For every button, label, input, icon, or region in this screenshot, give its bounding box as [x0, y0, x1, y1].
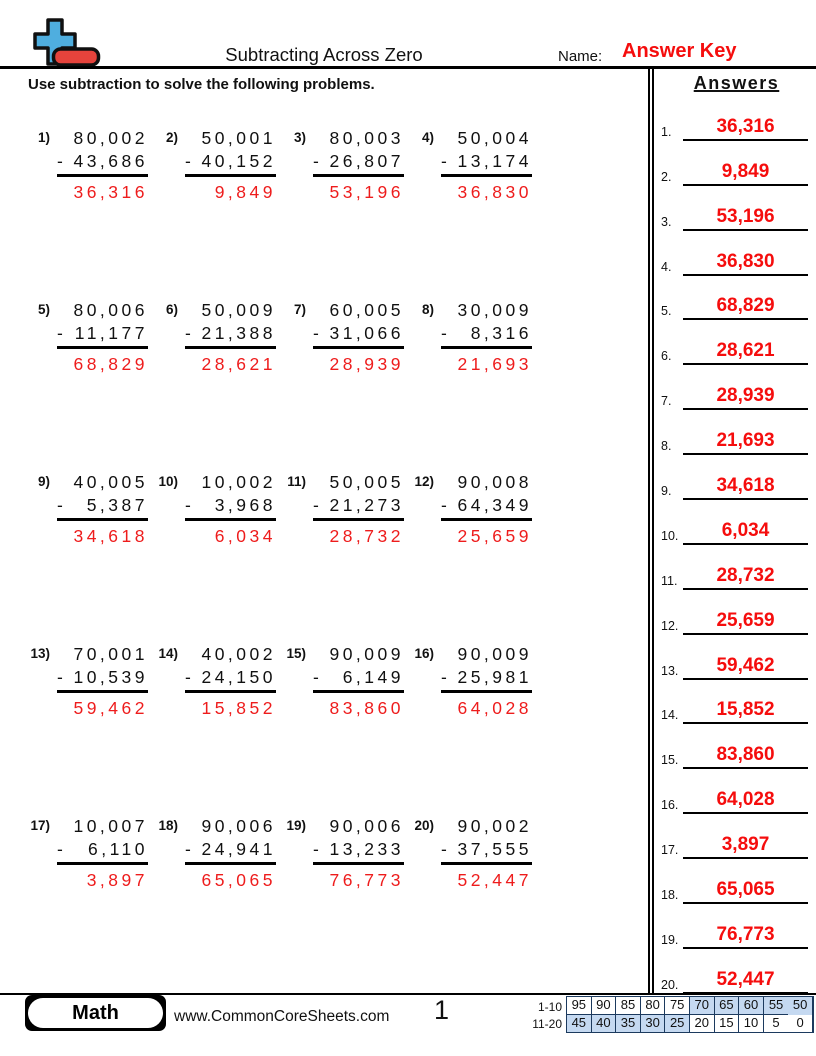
- score-row1-label: 1-10: [537, 1000, 562, 1014]
- problem-number: 6): [165, 302, 178, 317]
- subtrahend-row: [441, 151, 532, 177]
- problem-number: 15): [286, 646, 306, 661]
- subtrahend: 40,152: [201, 151, 276, 171]
- answer-row: [657, 277, 816, 322]
- problem-answer: 3,897: [86, 870, 148, 890]
- score-cell: 70: [690, 997, 715, 1015]
- problem-answer: 65,065: [201, 870, 276, 890]
- problem-answer: 83,860: [329, 698, 404, 718]
- minuend: 10,007: [73, 816, 148, 836]
- answer-row: [657, 321, 816, 366]
- answer-row-number: 1.: [661, 124, 672, 139]
- problem-answer: 36,830: [457, 182, 532, 202]
- problem-answer: 25,659: [457, 526, 532, 546]
- minuend: 90,002: [457, 816, 532, 836]
- answer-row-value: 9,849: [683, 162, 808, 186]
- answer-row-value: 28,621: [683, 341, 808, 365]
- subtrahend: 21,388: [201, 323, 276, 343]
- answer-row: [657, 411, 816, 456]
- problem: [150, 300, 278, 388]
- answer-row: [657, 725, 816, 770]
- problem-number: 5): [37, 302, 50, 317]
- minuend: 80,002: [73, 128, 148, 148]
- subtrahend: 31,066: [329, 323, 404, 343]
- minuend: 90,008: [457, 472, 532, 492]
- problem-body: [313, 472, 404, 547]
- answer-row-number: 17.: [661, 843, 679, 858]
- score-cell: 40: [592, 1015, 617, 1033]
- problem-number: 7): [293, 302, 306, 317]
- subtrahend-row: [185, 495, 276, 521]
- answer-row-number: 3.: [661, 214, 672, 229]
- problem: [150, 472, 278, 560]
- score-cell: 80: [641, 997, 666, 1015]
- subtrahend: 13,233: [329, 839, 404, 859]
- problem: [150, 128, 278, 216]
- problem-answer: 15,852: [201, 698, 276, 718]
- problem: [278, 128, 406, 216]
- minus-sign: -: [313, 151, 323, 171]
- minuend: 50,004: [457, 128, 532, 148]
- problem-number: 9): [37, 474, 50, 489]
- answer-row-number: 18.: [661, 888, 679, 903]
- subtrahend: 13,174: [457, 151, 532, 171]
- subtrahend-row: [57, 151, 148, 177]
- answer-row-number: 20.: [661, 977, 679, 992]
- problem: [406, 644, 534, 732]
- problem-number: 17): [30, 818, 50, 833]
- problem-body: [313, 128, 404, 203]
- problem-body: [313, 300, 404, 375]
- minus-sign: -: [57, 323, 67, 343]
- answer-row-number: 11.: [661, 573, 678, 588]
- score-cell: 5: [764, 1015, 789, 1033]
- minus-sign: -: [313, 839, 323, 859]
- problems-grid: [22, 128, 534, 904]
- problem: [406, 300, 534, 388]
- score-cell: 90: [592, 997, 617, 1015]
- answer-row: [657, 815, 816, 860]
- problem: [278, 644, 406, 732]
- problem-number: 13): [30, 646, 50, 661]
- answer-row-number: 14.: [661, 708, 679, 723]
- answer-row: [657, 950, 816, 995]
- minuend: 90,009: [329, 644, 404, 664]
- answer-row-value: 6,034: [683, 521, 808, 545]
- instructions-text: Use subtraction to solve the following problems.: [28, 76, 375, 93]
- score-cell: 45: [567, 1015, 592, 1033]
- answer-row-number: 13.: [661, 663, 679, 678]
- answers-panel-divider: [648, 69, 654, 994]
- problem-body: [441, 816, 532, 891]
- subtrahend: 10,539: [73, 667, 148, 687]
- minus-sign: -: [57, 151, 67, 171]
- problem-answer: 9,849: [214, 182, 276, 202]
- website-url: www.CommonCoreSheets.com: [174, 1008, 390, 1025]
- score-cell: 75: [665, 997, 690, 1015]
- answer-row-value: 25,659: [683, 611, 808, 635]
- minus-sign: -: [313, 495, 323, 515]
- problem-number: 20): [414, 818, 434, 833]
- subtrahend-row: [313, 495, 404, 521]
- minus-sign: -: [185, 151, 195, 171]
- subtrahend-row: [313, 667, 404, 693]
- answer-row: [657, 142, 816, 187]
- answer-row-value: 76,773: [683, 925, 808, 949]
- minuend: 60,005: [329, 300, 404, 320]
- answers-list: [657, 97, 816, 995]
- problem-number: 1): [37, 130, 50, 145]
- answer-row: [657, 232, 816, 277]
- minuend: 70,001: [73, 644, 148, 664]
- problem-body: [57, 816, 148, 891]
- score-cell: 20: [690, 1015, 715, 1033]
- minus-sign: -: [441, 151, 451, 171]
- answer-row-value: 64,028: [683, 790, 808, 814]
- score-cell: 85: [616, 997, 641, 1015]
- problem-answer: 28,939: [329, 354, 404, 374]
- problem-answer: 64,028: [457, 698, 532, 718]
- problem-number: 8): [421, 302, 434, 317]
- problem-body: [185, 300, 276, 375]
- problem-number: 14): [158, 646, 178, 661]
- problem-answer: 34,618: [73, 526, 148, 546]
- answer-row-value: 15,852: [683, 700, 808, 724]
- subtrahend-row: [441, 667, 532, 693]
- subtrahend: 8,316: [470, 323, 532, 343]
- minuend: 80,003: [329, 128, 404, 148]
- problem-answer: 52,447: [457, 870, 532, 890]
- answer-key-label: Answer Key: [622, 40, 737, 62]
- minus-sign: -: [57, 495, 67, 515]
- subtrahend-row: [57, 667, 148, 693]
- problem-number: 16): [414, 646, 434, 661]
- subtrahend-row: [57, 495, 148, 521]
- problem: [22, 128, 150, 216]
- answer-row: [657, 187, 816, 232]
- subtrahend-row: [441, 323, 532, 349]
- score-cell: 95: [567, 997, 592, 1015]
- minus-sign: -: [313, 323, 323, 343]
- score-cell: 10: [739, 1015, 764, 1033]
- problem-answer: 21,693: [457, 354, 532, 374]
- score-cell: 65: [715, 997, 740, 1015]
- answer-row: [657, 501, 816, 546]
- answer-row: [657, 636, 816, 681]
- subtrahend: 25,981: [457, 667, 532, 687]
- problem: [278, 816, 406, 904]
- answer-row: [657, 860, 816, 905]
- answer-row-number: 16.: [661, 798, 679, 813]
- score-cell: 0: [788, 1015, 813, 1033]
- answer-row-number: 8.: [661, 439, 672, 454]
- score-row2-label: 11-20: [532, 1017, 562, 1031]
- problem: [22, 472, 150, 560]
- minus-sign: -: [313, 667, 323, 687]
- subtrahend-row: [441, 839, 532, 865]
- subject-badge-label: Math: [28, 998, 163, 1028]
- minuend: 90,006: [329, 816, 404, 836]
- answer-row-number: 4.: [661, 259, 672, 274]
- minuend: 90,009: [457, 644, 532, 664]
- answer-row-value: 59,462: [683, 656, 808, 680]
- problem-body: [57, 128, 148, 203]
- answers-panel-title: Answers: [693, 73, 780, 93]
- problem-body: [441, 300, 532, 375]
- minus-sign: -: [185, 495, 195, 515]
- answer-row: [657, 591, 816, 636]
- problem-answer: 53,196: [329, 182, 404, 202]
- minuend: 50,001: [201, 128, 276, 148]
- answer-row-value: 3,897: [683, 835, 808, 859]
- problem-number: 18): [158, 818, 178, 833]
- answer-row: [657, 546, 816, 591]
- subtrahend: 3,968: [214, 495, 276, 515]
- answer-row-value: 65,065: [683, 880, 808, 904]
- problem: [22, 816, 150, 904]
- subtrahend-row: [313, 151, 404, 177]
- problem-body: [313, 644, 404, 719]
- answer-row-value: 28,939: [683, 386, 808, 410]
- minus-sign: -: [185, 667, 195, 687]
- answer-row-value: 53,196: [683, 207, 808, 231]
- subtrahend: 64,349: [457, 495, 532, 515]
- problem: [22, 300, 150, 388]
- problem-body: [185, 644, 276, 719]
- subtrahend-row: [185, 839, 276, 865]
- minus-sign: -: [441, 667, 451, 687]
- problem-answer: 6,034: [214, 526, 276, 546]
- problem: [406, 816, 534, 904]
- minuend: 40,005: [73, 472, 148, 492]
- answer-row-value: 36,830: [683, 252, 808, 276]
- problem-body: [441, 128, 532, 203]
- subtrahend: 21,273: [329, 495, 404, 515]
- answer-row-value: 68,829: [683, 296, 808, 320]
- answer-row-number: 7.: [661, 394, 672, 409]
- answer-row: [657, 681, 816, 726]
- minuend: 40,002: [201, 644, 276, 664]
- problem-body: [441, 472, 532, 547]
- answer-row-number: 10.: [661, 528, 679, 543]
- score-cell: 15: [715, 1015, 740, 1033]
- answer-row-number: 9.: [661, 484, 672, 499]
- answer-row-value: 21,693: [683, 431, 808, 455]
- problem-number: 2): [165, 130, 178, 145]
- page-number: 1: [434, 995, 450, 1025]
- score-cell: 60: [739, 997, 764, 1015]
- subtrahend-row: [441, 495, 532, 521]
- minuend: 10,002: [201, 472, 276, 492]
- problem-number: 4): [421, 130, 434, 145]
- score-cell: 30: [641, 1015, 666, 1033]
- problem-number: 19): [286, 818, 306, 833]
- subtrahend: 24,941: [201, 839, 276, 859]
- answer-row-number: 6.: [661, 349, 672, 364]
- problem-answer: 59,462: [73, 698, 148, 718]
- problem-body: [185, 472, 276, 547]
- problem-answer: 68,829: [73, 354, 148, 374]
- problem-number: 11): [287, 474, 306, 489]
- problem-answer: 76,773: [329, 870, 404, 890]
- minuend: 50,005: [329, 472, 404, 492]
- answer-row-number: 15.: [661, 753, 679, 768]
- problem-number: 10): [158, 474, 178, 489]
- problem: [150, 816, 278, 904]
- subtrahend-row: [57, 323, 148, 349]
- problem: [278, 300, 406, 388]
- problem-body: [57, 644, 148, 719]
- name-label: Name:: [558, 48, 603, 65]
- minus-sign: -: [57, 667, 67, 687]
- subtrahend-row: [313, 839, 404, 865]
- problem: [278, 472, 406, 560]
- subtrahend: 6,149: [342, 667, 404, 687]
- answer-row-value: 34,618: [683, 476, 808, 500]
- answer-row-value: 28,732: [683, 566, 808, 590]
- subtrahend-row: [185, 667, 276, 693]
- answer-row: [657, 97, 816, 142]
- answer-row-value: 36,316: [683, 117, 808, 141]
- minus-sign: -: [185, 839, 195, 859]
- problem-number: 12): [414, 474, 434, 489]
- problem-body: [185, 128, 276, 203]
- problem-body: [57, 300, 148, 375]
- score-cell: 35: [616, 1015, 641, 1033]
- problem-answer: 28,621: [201, 354, 276, 374]
- minus-sign: -: [441, 323, 451, 343]
- minuend: 50,009: [201, 300, 276, 320]
- problem-body: [313, 816, 404, 891]
- minus-sign: -: [57, 839, 67, 859]
- answer-row: [657, 366, 816, 411]
- problem-body: [185, 816, 276, 891]
- minus-sign: -: [441, 495, 451, 515]
- answer-row: [657, 770, 816, 815]
- problem: [406, 128, 534, 216]
- minus-sign: -: [185, 323, 195, 343]
- answer-row-number: 19.: [661, 932, 679, 947]
- page-title: Subtracting Across Zero: [225, 44, 423, 65]
- problem: [22, 644, 150, 732]
- subtrahend: 43,686: [73, 151, 148, 171]
- score-cell: 55: [764, 997, 789, 1015]
- answer-row-number: 12.: [661, 618, 679, 633]
- problem-answer: 36,316: [73, 182, 148, 202]
- grading-score-table: [566, 996, 814, 1033]
- answer-row-value: 83,860: [683, 745, 808, 769]
- subtrahend-row: [185, 323, 276, 349]
- problem: [150, 644, 278, 732]
- subtrahend-row: [57, 839, 148, 865]
- minuend: 80,006: [73, 300, 148, 320]
- problem-answer: 28,732: [329, 526, 404, 546]
- score-cell: 25: [665, 1015, 690, 1033]
- subtrahend: 11,177: [74, 323, 148, 343]
- subtrahend: 5,387: [86, 495, 148, 515]
- score-cell: 50: [788, 997, 813, 1015]
- answer-row: [657, 456, 816, 501]
- problem-body: [57, 472, 148, 547]
- answer-row: [657, 905, 816, 950]
- problem-number: 3): [293, 130, 306, 145]
- subtrahend: 37,555: [457, 839, 532, 859]
- subtrahend: 6,110: [88, 839, 148, 859]
- minuend: 90,006: [201, 816, 276, 836]
- minus-sign: -: [441, 839, 451, 859]
- minuend: 30,009: [457, 300, 532, 320]
- answers-panel: [657, 69, 816, 995]
- answer-row-number: 5.: [661, 304, 672, 319]
- problem-body: [441, 644, 532, 719]
- subtrahend: 24,150: [201, 667, 276, 687]
- problem: [406, 472, 534, 560]
- subtrahend: 26,807: [329, 151, 404, 171]
- answer-row-number: 2.: [661, 169, 672, 184]
- subject-badge: [25, 995, 166, 1031]
- subtrahend-row: [185, 151, 276, 177]
- subtrahend-row: [313, 323, 404, 349]
- answer-row-value: 52,447: [683, 970, 808, 994]
